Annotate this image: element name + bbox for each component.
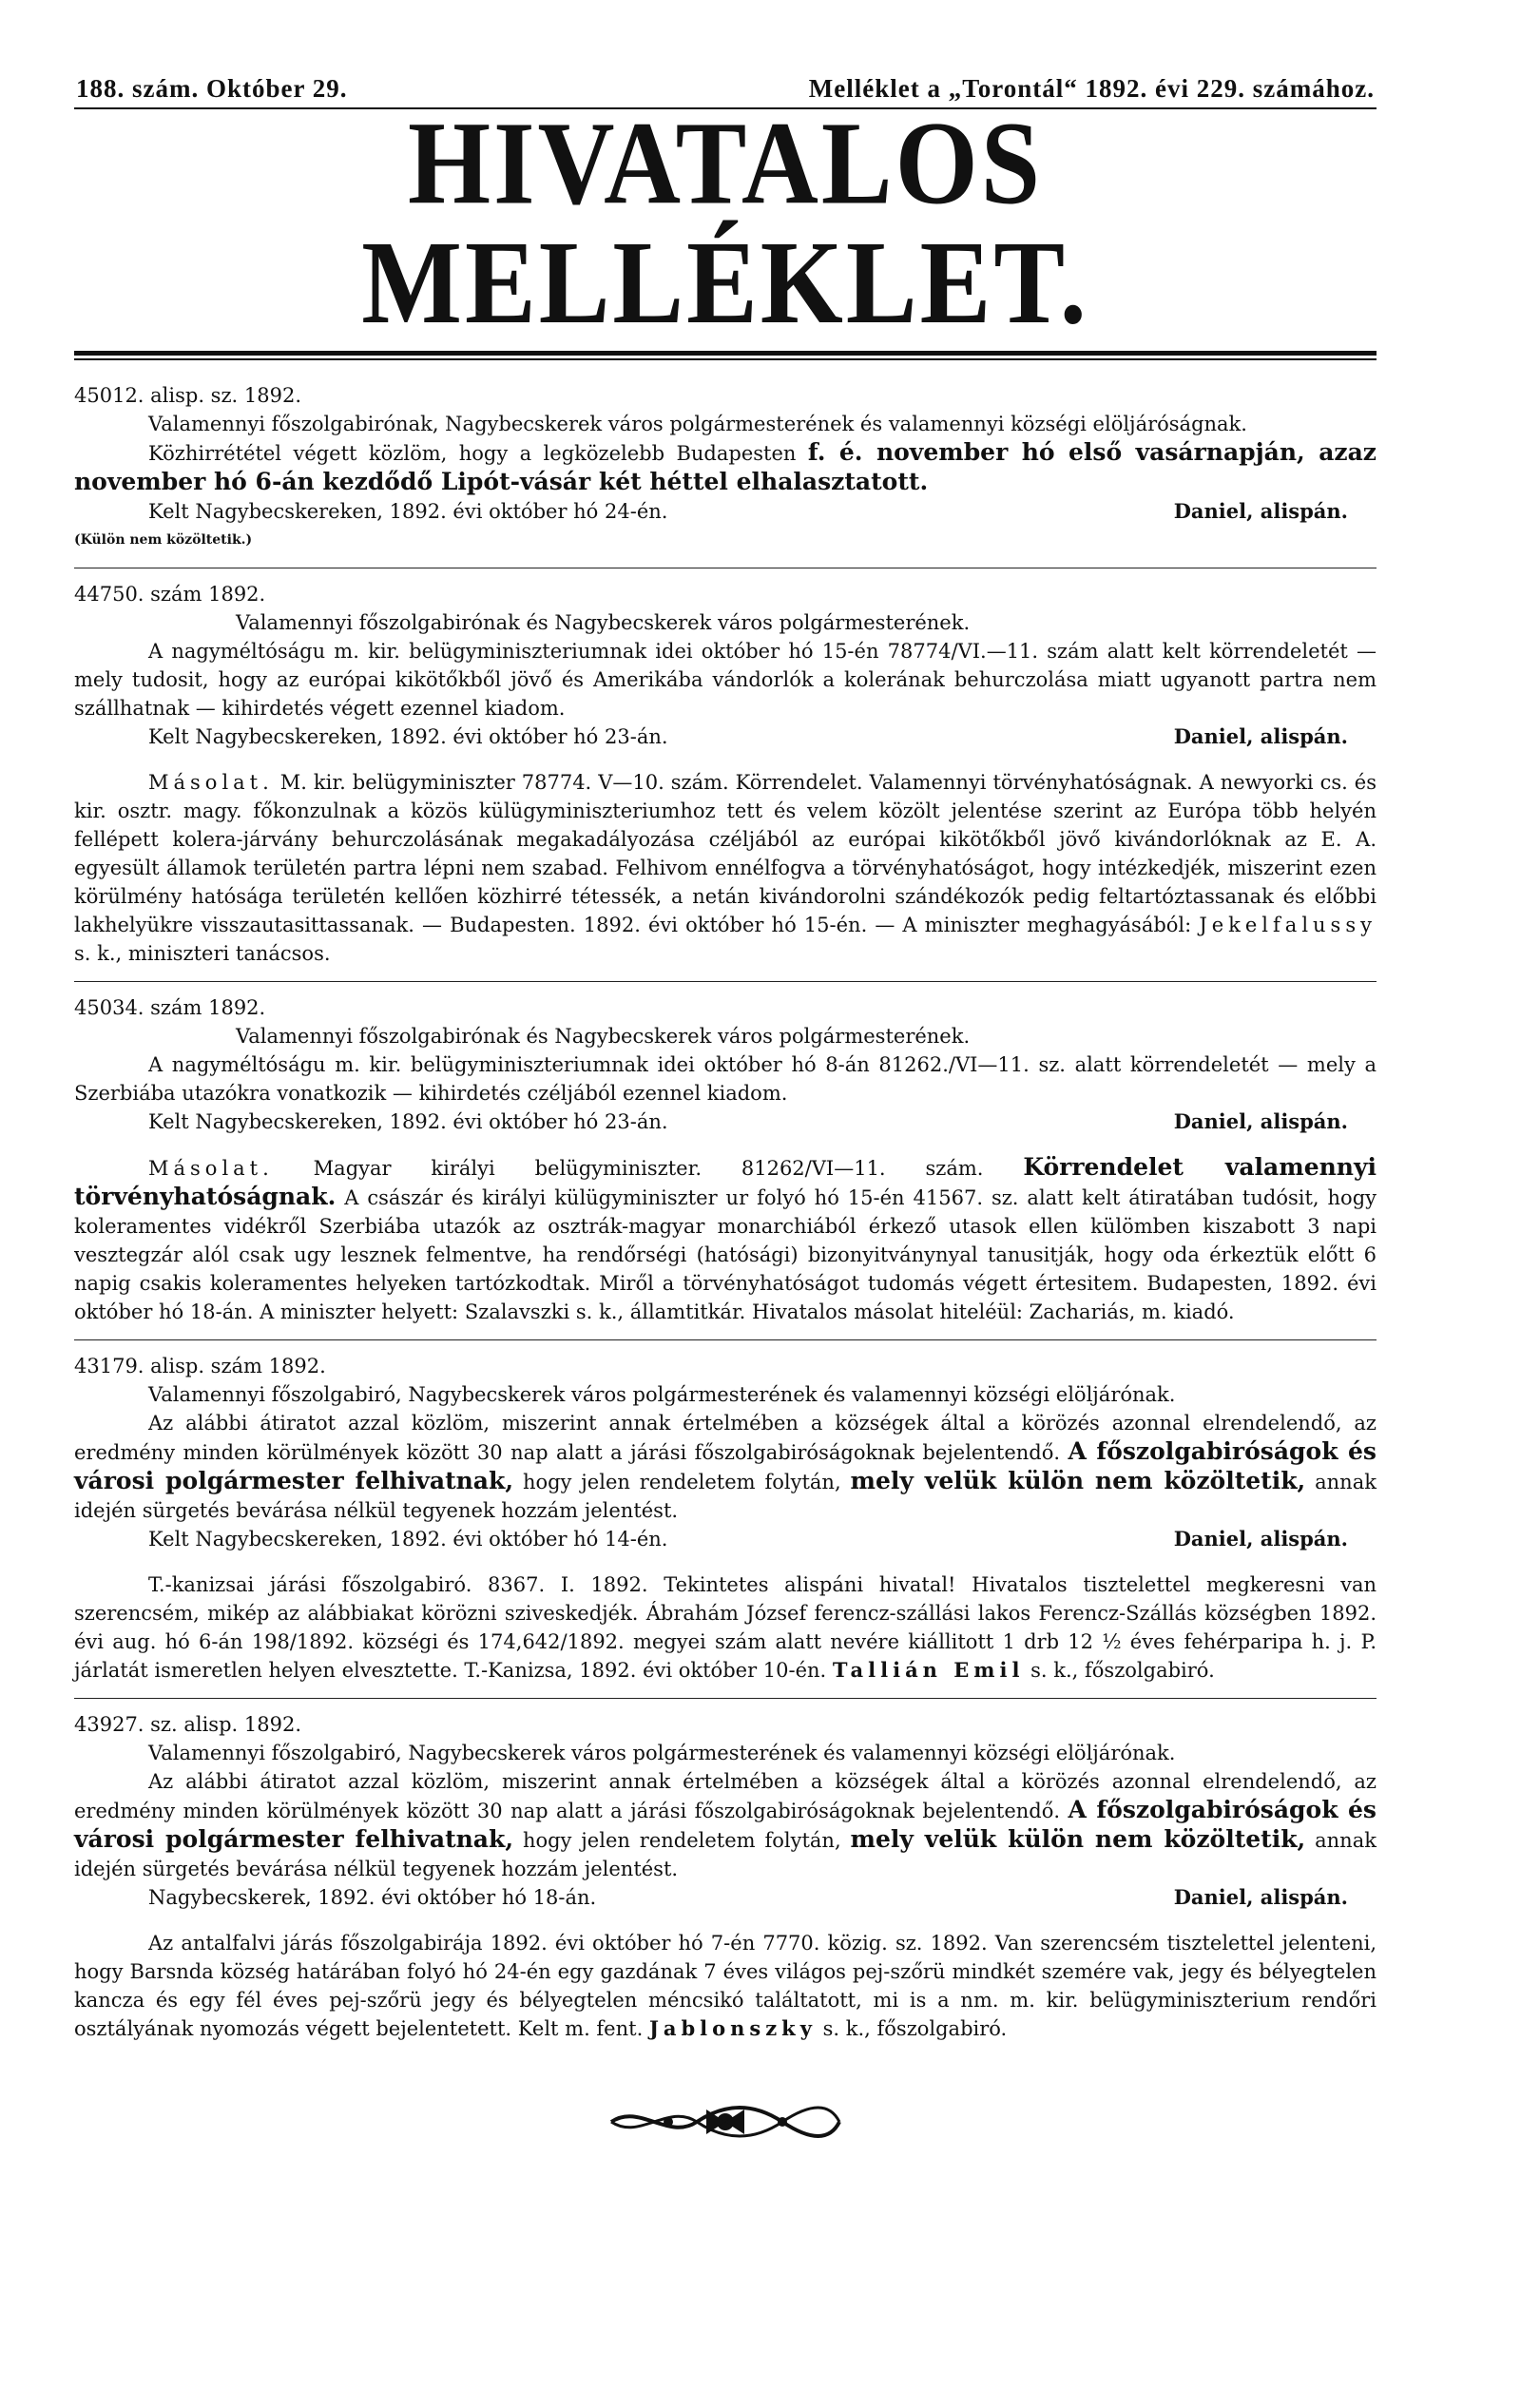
body-text-mid: hogy jelen rendeletem folytán, [522, 1471, 841, 1493]
notice-body: A nagyméltóságu m. kir. belügyminiszteriumnak idei október hó 15-én 78774/VI.—11. szám alatt kelt körrendeletét — mely tudosit, hogy az európai kikötőkből jövő és Amerikába vándorlók a kolerának behurczolása miatt ugyanott partra nem szállhatnak — kihirdetés végett ezennel kiadom. [74, 640, 1377, 720]
copy-signer: Jekelfalussy [1199, 914, 1377, 936]
date-signature-line [74, 497, 1377, 526]
closing-ornament [74, 2098, 1377, 2146]
body-bold-text: A főszolgabiróságok és városi polgármester felhivatnak, [74, 1796, 1377, 1853]
notice-body [74, 1409, 1377, 1525]
notice-body [74, 1767, 1377, 1883]
notice-date: Kelt Nagybecskereken, 1892. évi október hó 14-én. [148, 1528, 668, 1551]
notice-address: Valamennyi főszolgabiró, Nagybecskerek város polgármesterének és valamennyi községi elöljárónak. [148, 1742, 1176, 1764]
signature: Daniel, alispán. [1173, 1527, 1348, 1551]
notice-date: Nagybecskerek, 1892. évi október hó 18-án. [148, 1886, 597, 1909]
letter-text: T.-kanizsai járási főszolgabiró. 8367. I. 1892. Tekintetes alispáni hivatal! Hivatalos tisztelettel megkeresni van szerencsém, mikép az alábbiakat körözni sziveskedjék. Ábrahám József ferencz-szállási lakos Ferencz-Szállás községben 1892. évi aug. hó 6-án 198/1892. községi és 174,642/1892. megyei szám alatt nevére kiállitott 1 drb 12 ½ éves fehérparipa h. j. P. járlatát ismeretlen helyen elvesztette. T.-Kanizsa, 1892. évi október 10-én. [74, 1573, 1377, 1682]
notice-43927 [74, 1710, 1377, 2043]
spacer [74, 1553, 1377, 1570]
notice-address: Valamennyi főszolgabirónak, Nagybecskerek város polgármesterének és valamennyi községi elöljáróságnak. [148, 413, 1247, 435]
body-text-tail: annak idején sürgetés bevárása nélkül tegyenek hozzám jelentést. [74, 1471, 1377, 1522]
spacer [74, 1912, 1377, 1929]
body-text: Közhirrététel végett közlöm, hogy a legközelebb Budapesten [148, 442, 797, 465]
body-bold-text: A főszolgabiróságok és városi polgármester felhivatnak, [74, 1437, 1377, 1494]
copy-label: Másolat. [148, 1157, 274, 1180]
notice-body [74, 438, 1377, 497]
body-bold-text-2: mely velük külön nem közöltetik, [850, 1467, 1306, 1494]
notice-45012 [74, 381, 1377, 554]
letter-signer-title: s. k., főszolgabiró. [822, 2017, 1008, 2040]
notice-address: Valamennyi főszolgabirónak és Nagybecskerek város polgármesterének. [236, 1025, 971, 1048]
notice-number: 43927. sz. alisp. 1892. [74, 1713, 301, 1736]
body-bold-text: f. é. november hó első vasárnapján, azaz november hó 6-án kezdődő Lipót-vásár két héttel elhalasztatott. [74, 438, 1377, 495]
ornament-icon [602, 2098, 849, 2146]
letter-text: Az antalfalvi járás főszolgabirája 1892. évi október hó 7-én 7770. közig. sz. 1892. Van szerencsém tisztelettel jelenteni, hogy Barsnda község határában folyó hó 24-én egy gazdának 7 éves világos pej-szőrü mindkét szemére vak, jegy és bélyegtelen kancza és egy fél éves pej-szőrü jegy és bélyegtelen méncsikó találtatott, mi is a nm. m. kir. belügyminiszterium rendőri osztályának nyomozás végett bejelentetett. Kelt m. fent. [74, 1932, 1377, 2040]
spacer [74, 1136, 1377, 1153]
letter-body [74, 1929, 1377, 2043]
body-text-tail: annak idején sürgetés bevárása nélkül tegyenek hozzám jelentést. [74, 1829, 1377, 1880]
section-divider [74, 1698, 1377, 1699]
signature: Daniel, alispán. [1173, 724, 1348, 748]
masthead-rule [74, 351, 1377, 360]
copy-body [74, 1153, 1377, 1326]
copy-label: Másolat. [148, 771, 274, 794]
copy-text: Magyar királyi belügyminiszter. 81262/VI—11. szám. [313, 1157, 984, 1180]
signature: Daniel, alispán. [1173, 1109, 1348, 1133]
notice-44750 [74, 580, 1377, 968]
notice-number: 44750. szám 1892. [74, 583, 266, 606]
issue-number: 188. szám. Október 29. [76, 74, 348, 103]
copy-signer-title: s. k., miniszteri tanácsos. [74, 942, 331, 965]
masthead-title: HIVATALOS MELLÉKLET. [361, 97, 1089, 350]
letter-body [74, 1570, 1377, 1685]
notice-body: A nagyméltóságu m. kir. belügyminiszteriumnak idei október hó 8-án 81262./VI—11. sz. alatt körrendeletét — mely a Szerbiába utazókra vonatkozik — kihirdetés czéljából ezennel kiadom. [74, 1053, 1377, 1105]
notice-45034 [74, 993, 1377, 1326]
page [74, 74, 1377, 2146]
body-text: Az alábbi átiratot azzal közlöm, miszerint annak értelmében a községek által a körözés azonnal elrendelendő, az eredmény minden körülmények között 30 nap alatt a járási főszolgabiróságoknak bejelentendő. [74, 1412, 1377, 1464]
copy-text-rest: A császár és királyi külügyminiszter ur folyó hó 15-én 41567. sz. alatt kelt átiratában tudósit, hogy koleramentes vidékről Szerbiába utazók az osztrák-magyar monarchiából érkező utasok ellen külömben kiszabott 3 napi vesztegzár alól csak ugy lesznek felmentve, ha rendőrségi (hatósági) bizonyitványnyal tanusitják, hogy oda érkeztük előtt 6 napig csakis koleramentes helyeken tartózkodtak. Miről a törvényhatóságot tudomás végett értesitem. Budapesten, 1892. évi október hó 18-án. A miniszter helyett: Szalavszki s. k., államtitkár. Hivatalos másolat hiteléül: Zachariás, m. kiadó. [74, 1186, 1377, 1323]
body-text-mid: hogy jelen rendeletem folytán, [522, 1829, 841, 1852]
date-signature-line [74, 1525, 1377, 1553]
date-signature-line [74, 1883, 1377, 1912]
copy-body [74, 768, 1377, 968]
letter-signer: Tallián Emil [832, 1658, 1025, 1682]
copy-bold-text: Körrendelet valamennyi törvényhatóságnak. [74, 1153, 1377, 1210]
notice-number: 43179. alisp. szám 1892. [74, 1355, 326, 1377]
notice-43179 [74, 1352, 1377, 1685]
publication-note: (Külön nem közöltetik.) [74, 532, 253, 548]
notice-date: Kelt Nagybecskereken, 1892. évi október hó 23-án. [148, 725, 668, 748]
spacer [74, 751, 1377, 768]
date-signature-line [74, 722, 1377, 751]
signature: Daniel, alispán. [1173, 1885, 1348, 1909]
copy-text: M. kir. belügyminiszter 78774. V—10. szám. Körrendelet. Valamennyi törvényhatóságnak. A newyorki cs. és kir. osztr. magy. főkonzulnak a közös külügyminiszteriumhoz tett és velem közölt jelentése szerint az Európa több helyén fellépett kolera-járvány behurczolásának megakadályozása czéljából az európai kikötőkből jövő kivándorlóknak az E. A. egyesült államok területén partra lépni nem szabad. Felhivom ennélfogva a törvényhatóságot, hogy intézkedjék, miszerint ezen körülmény hatósága területén kellően közhirré tétessék, a netán kivándorolni szándékozók pedig feltartóztassanak és előbbi lakhelyükre visszautasittassanak. — Budapesten. 1892. évi október hó 15-én. — A miniszter meghagyásából: [74, 771, 1377, 936]
notice-date: Kelt Nagybecskereken, 1892. évi október hó 24-én. [148, 500, 668, 523]
section-divider [74, 1339, 1377, 1340]
notice-number: 45034. szám 1892. [74, 996, 266, 1019]
date-signature-line [74, 1108, 1377, 1136]
signature: Daniel, alispán. [1173, 499, 1348, 523]
notice-address: Valamennyi főszolgabiró, Nagybecskerek város polgármesterének és valamennyi községi elöljárónak. [148, 1383, 1176, 1406]
body-bold-text-2: mely velük külön nem közöltetik, [850, 1825, 1306, 1853]
body-text: Az alábbi átiratot azzal közlöm, miszerint annak értelmében a községek által a körözés azonnal elrendelendő, az eredmény minden körülmények között 30 nap alatt a járási főszolgabiróságoknak bejelentendő. [74, 1770, 1377, 1822]
letter-signer: Jablonszky [648, 2016, 817, 2040]
notice-date: Kelt Nagybecskereken, 1892. évi október hó 23-án. [148, 1110, 668, 1133]
letter-signer-title: s. k., főszolgabiró. [1030, 1659, 1215, 1682]
supplement-note: Melléklet a „Torontál“ 1892. évi 229. számához. [808, 74, 1375, 103]
section-divider [74, 981, 1377, 982]
notice-address: Valamennyi főszolgabirónak és Nagybecskerek város polgármesterének. [236, 611, 971, 634]
notice-number: 45012. alisp. sz. 1892. [74, 384, 301, 407]
